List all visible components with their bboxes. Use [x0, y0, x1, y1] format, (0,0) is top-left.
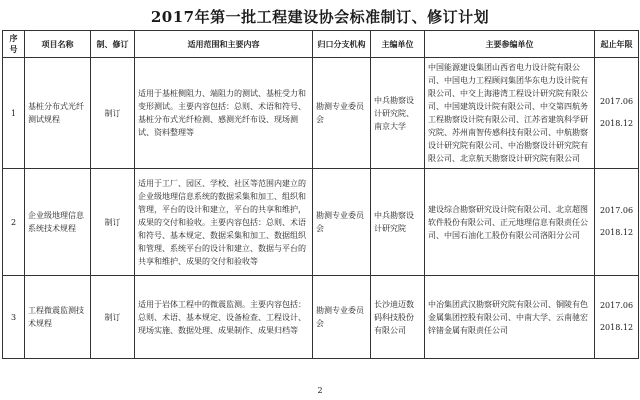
period-end: 2018.12 — [599, 119, 634, 128]
cell-chief: 中兵勘察设计研究院、南京大学 — [371, 58, 425, 169]
cell-scope: 适用于岩体工程中的微震监测。主要内容包括：总则、术语、基本规定、设备检查、工程设计、现场实施、数据处理、成果制作、成果归档等 — [135, 276, 313, 359]
cell-scope: 适用于工厂、园区、学校、社区等范围内建立的企业级地理信息系统的数据采集和加工、组织和管理，平台的设计和建立，平台的共享和维护，成果的交付和验收。主要内容包括：总则、术语和符号、基本规定、数据采集和加工、数据组织和管理、系统平台的设计和建立、数据与平台的共享和维护、成果的交付和验收等 — [135, 169, 313, 276]
cell-dept: 勘测专业委员会 — [313, 58, 371, 169]
cell-dept: 勘测专业委员会 — [313, 276, 371, 359]
header-partner: 主要参编单位 — [425, 31, 595, 58]
cell-chief: 中兵勘察设计研究院 — [371, 169, 425, 276]
cell-scope: 适用于基桩侧阻力、端阻力的测试、基桩受力和变形测试。主要内容包括：总则、术语和符号、基桩分布式光纤检测、感测光纤布设、现场测试、资料整理等 — [135, 58, 313, 169]
cell-period — [595, 58, 639, 169]
cell-period — [595, 276, 639, 359]
header-chief: 主编单位 — [371, 31, 425, 58]
header-name: 项目名称 — [25, 31, 91, 58]
cell-partner: 建设综合勘察研究设计院有限公司、北京超图软件股份有限公司、正元地理信息有限责任公司、中国石油化工股份有限公司洛阳分公司 — [425, 169, 595, 276]
cell-dept: 勘测专业委员会 — [313, 169, 371, 276]
cell-type: 制订 — [91, 58, 135, 169]
period-end: 2018.12 — [599, 228, 634, 237]
header-type: 制、修订 — [91, 31, 135, 58]
cell-name: 基桩分布式光纤测试规程 — [25, 58, 91, 169]
table-header-row — [3, 31, 639, 58]
header-seq: 序号 — [3, 31, 25, 58]
standards-plan-table — [2, 30, 639, 359]
table-row — [3, 58, 639, 169]
page-number: 2 — [317, 386, 323, 395]
table-row — [3, 276, 639, 359]
period-start: 2017.06 — [599, 97, 634, 106]
cell-partner: 中冶集团武汉勘察研究院有限公司、铜陵有色金属集团控股有限公司、中南大学、云南驰宏锌锗金属有限责任公司 — [425, 276, 595, 359]
cell-seq: 2 — [3, 169, 25, 276]
document-title: 2017年第一批工程建设协会标准制订、修订计划 — [150, 8, 490, 26]
period-start: 2017.06 — [599, 301, 634, 310]
period-start: 2017.06 — [599, 206, 634, 215]
header-scope: 适用范围和主要内容 — [135, 31, 313, 58]
cell-seq: 1 — [3, 58, 25, 169]
period-end: 2018.12 — [599, 323, 634, 332]
cell-partner: 中国能源建设集团山西省电力设计院有限公司、中国电力工程顾问集团华东电力设计院有限公司、中交上海港湾工程设计研究院有限公司、中国建筑设计院有限公司、中交第四航务工程勘察设计院有限公司、江苏省建筑科学研究院、苏州南智传感科技有限公司、中航勘察设计研究院有限公司、中冶勘察设计研究院有限公司、北京航天勘察设计研究院有限公司 — [425, 58, 595, 169]
table-row — [3, 169, 639, 276]
cell-period — [595, 169, 639, 276]
cell-name: 企业级地理信息系统技术规程 — [25, 169, 91, 276]
cell-type: 制订 — [91, 169, 135, 276]
header-period: 起止年限 — [595, 31, 639, 58]
cell-type: 制订 — [91, 276, 135, 359]
cell-seq: 3 — [3, 276, 25, 359]
cell-chief: 长沙迪迈数码科技股份有限公司 — [371, 276, 425, 359]
header-dept: 归口分支机构 — [313, 31, 371, 58]
cell-name: 工程微震监测技术规程 — [25, 276, 91, 359]
